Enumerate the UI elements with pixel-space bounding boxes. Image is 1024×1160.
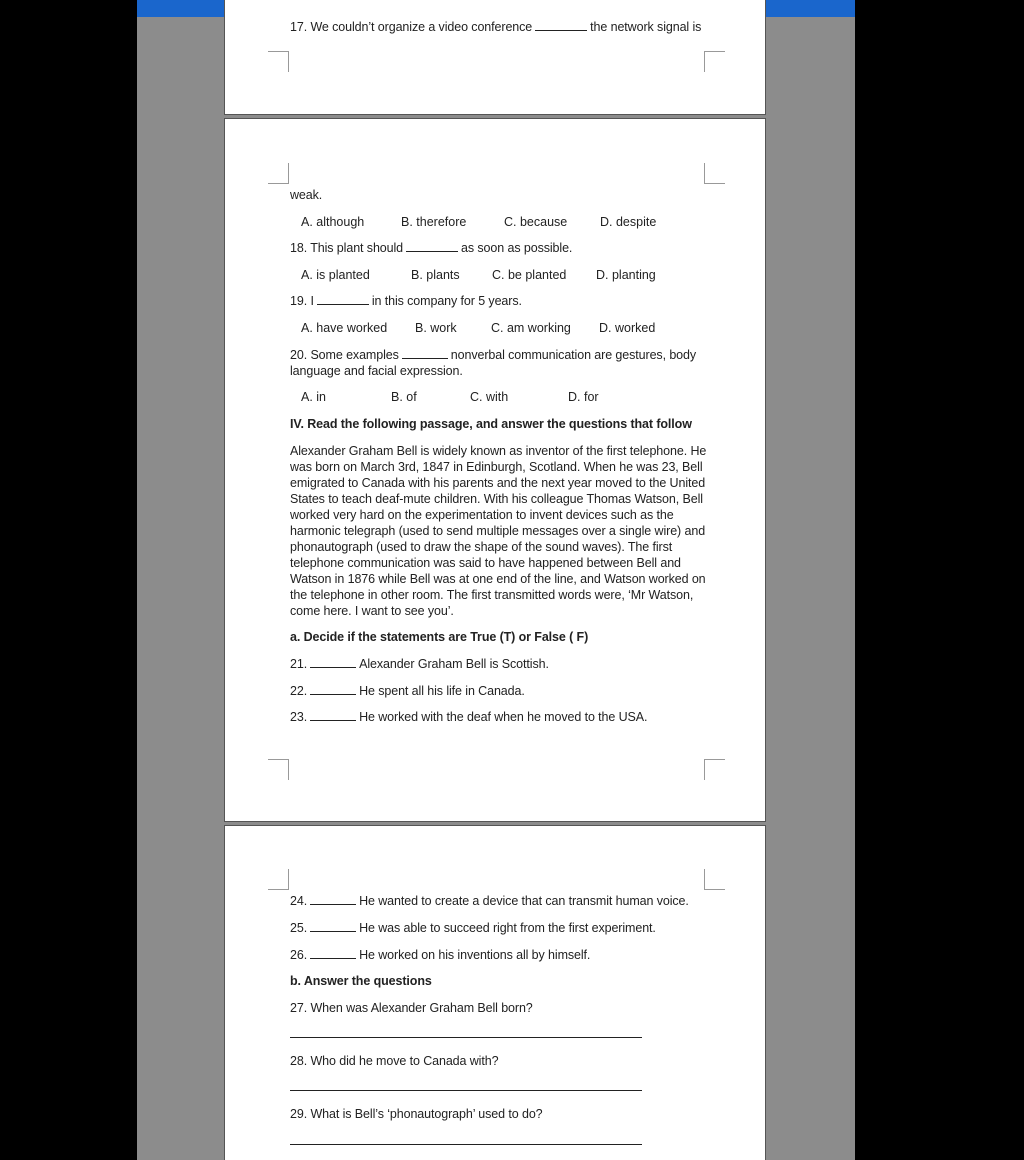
item-number: 23. — [290, 710, 308, 724]
true-false-item-25 — [290, 920, 656, 936]
item-text: He spent all his life in Canada. — [359, 684, 525, 698]
crop-mark — [268, 869, 289, 890]
question-29: 29. What is Bell’s ‘phonautograph’ used to do? — [290, 1107, 543, 1121]
q20-option-d: D. for — [568, 390, 599, 404]
document-viewer[interactable] — [137, 0, 855, 1160]
q20-option-a: A. in — [301, 390, 327, 404]
passage-line: worked very hard on the experimentation to invent devices such as the — [290, 508, 674, 522]
q18-text-end: as soon as possible. — [461, 241, 573, 255]
item-number: 24. — [290, 894, 308, 908]
crop-mark — [268, 759, 289, 780]
q19-option-b: B. work — [415, 321, 457, 335]
answer-line — [290, 1144, 642, 1145]
q17-option-a: A. although — [301, 215, 365, 229]
crop-mark — [704, 51, 725, 72]
answer-blank — [406, 241, 458, 252]
q19-option-a: A. have worked — [301, 321, 388, 335]
answer-line — [290, 1037, 642, 1038]
passage-line: come here. I want to see you’. — [290, 604, 454, 618]
part-a-heading: a. Decide if the statements are True (T) or False ( F) — [290, 630, 589, 644]
item-text: He worked on his inventions all by himself. — [359, 948, 591, 962]
q20-text-end: nonverbal communication are gestures, body — [450, 348, 697, 362]
document-page-3 — [224, 825, 766, 1160]
crop-mark — [268, 163, 289, 184]
q20-text-start: 20. Some examples — [290, 348, 399, 362]
q17-option-b: B. therefore — [401, 215, 467, 229]
answer-blank — [310, 710, 356, 721]
passage-line: Alexander Graham Bell is widely known as inventor of the first telephone. He — [290, 444, 707, 458]
q19-text-end: in this company for 5 years. — [371, 294, 522, 308]
document-page-2 — [224, 118, 766, 822]
crop-mark — [268, 51, 289, 72]
q20-continuation: language and facial expression. — [290, 364, 463, 378]
item-number: 26. — [290, 948, 308, 962]
answer-blank — [535, 20, 587, 31]
passage-line: States to teach deaf-mute children. With his colleague Thomas Watson, Bell — [290, 492, 703, 506]
q17-text-end: the network signal is — [590, 20, 702, 34]
q20-option-b: B. of — [391, 390, 417, 404]
crop-mark — [704, 869, 725, 890]
passage-line: was born on March 3rd, 1847 in Edinburgh, Scotland. When he was 23, Bell — [290, 460, 703, 474]
crop-mark — [704, 163, 725, 184]
q19-text-start: 19. I — [290, 294, 314, 308]
section-4-heading: IV. Read the following passage, and answer the questions that follow — [290, 417, 692, 431]
item-text: He wanted to create a device that can transmit human voice. — [359, 894, 689, 908]
true-false-item-22 — [290, 683, 525, 699]
question-27: 27. When was Alexander Graham Bell born? — [290, 1001, 533, 1015]
item-text: He worked with the deaf when he moved to the USA. — [359, 710, 648, 724]
question-28: 28. Who did he move to Canada with? — [290, 1054, 499, 1068]
true-false-item-26 — [290, 947, 590, 963]
item-number: 25. — [290, 921, 308, 935]
q19-option-d: D. worked — [599, 321, 656, 335]
answer-blank — [310, 948, 356, 959]
passage-line: the telephone in other room. The first transmitted words were, ‘Mr Watson, — [290, 588, 694, 602]
part-b-heading: b. Answer the questions — [290, 974, 432, 988]
q17-continuation: weak. — [290, 188, 323, 202]
true-false-item-21 — [290, 656, 549, 672]
answer-blank — [402, 348, 448, 359]
q18-option-d: D. planting — [596, 268, 656, 282]
question-18 — [290, 240, 572, 256]
true-false-item-23 — [290, 709, 647, 725]
passage-line: phonautograph (used to draw the shape of the sound waves). The first — [290, 540, 673, 554]
answer-blank — [310, 684, 356, 695]
q18-option-c: C. be planted — [492, 268, 567, 282]
question-20 — [290, 347, 696, 363]
true-false-item-24 — [290, 893, 689, 909]
question-17 — [290, 19, 701, 35]
q17-option-d: D. despite — [600, 215, 657, 229]
answer-blank — [310, 921, 356, 932]
passage-line: Watson in 1876 while Bell was at one end of the line, and Watson worked on — [290, 572, 706, 586]
q19-option-c: C. am working — [491, 321, 571, 335]
q18-option-b: B. plants — [411, 268, 460, 282]
item-number: 21. — [290, 657, 308, 671]
answer-blank — [310, 657, 356, 668]
q17-text-start: 17. We couldn’t organize a video conference — [290, 20, 533, 34]
crop-mark — [704, 759, 725, 780]
passage-line: emigrated to Canada with his parents and the next year moved to the United — [290, 476, 706, 490]
q20-option-c: C. with — [470, 390, 509, 404]
passage-line: harmonic telegraph (used to send multiple messages over a single wire) and — [290, 524, 706, 538]
q18-text-start: 18. This plant should — [290, 241, 404, 255]
q18-option-a: A. is planted — [301, 268, 370, 282]
question-19 — [290, 293, 522, 309]
answer-blank — [317, 294, 369, 305]
item-text: He was able to succeed right from the first experiment. — [359, 921, 656, 935]
q17-option-c: C. because — [504, 215, 568, 229]
answer-line — [290, 1090, 642, 1091]
item-text: Alexander Graham Bell is Scottish. — [359, 657, 549, 671]
document-page-1 — [224, 0, 766, 115]
answer-blank — [310, 894, 356, 905]
passage-line: telephone communication was said to have happened between Bell and — [290, 556, 681, 570]
item-number: 22. — [290, 684, 308, 698]
